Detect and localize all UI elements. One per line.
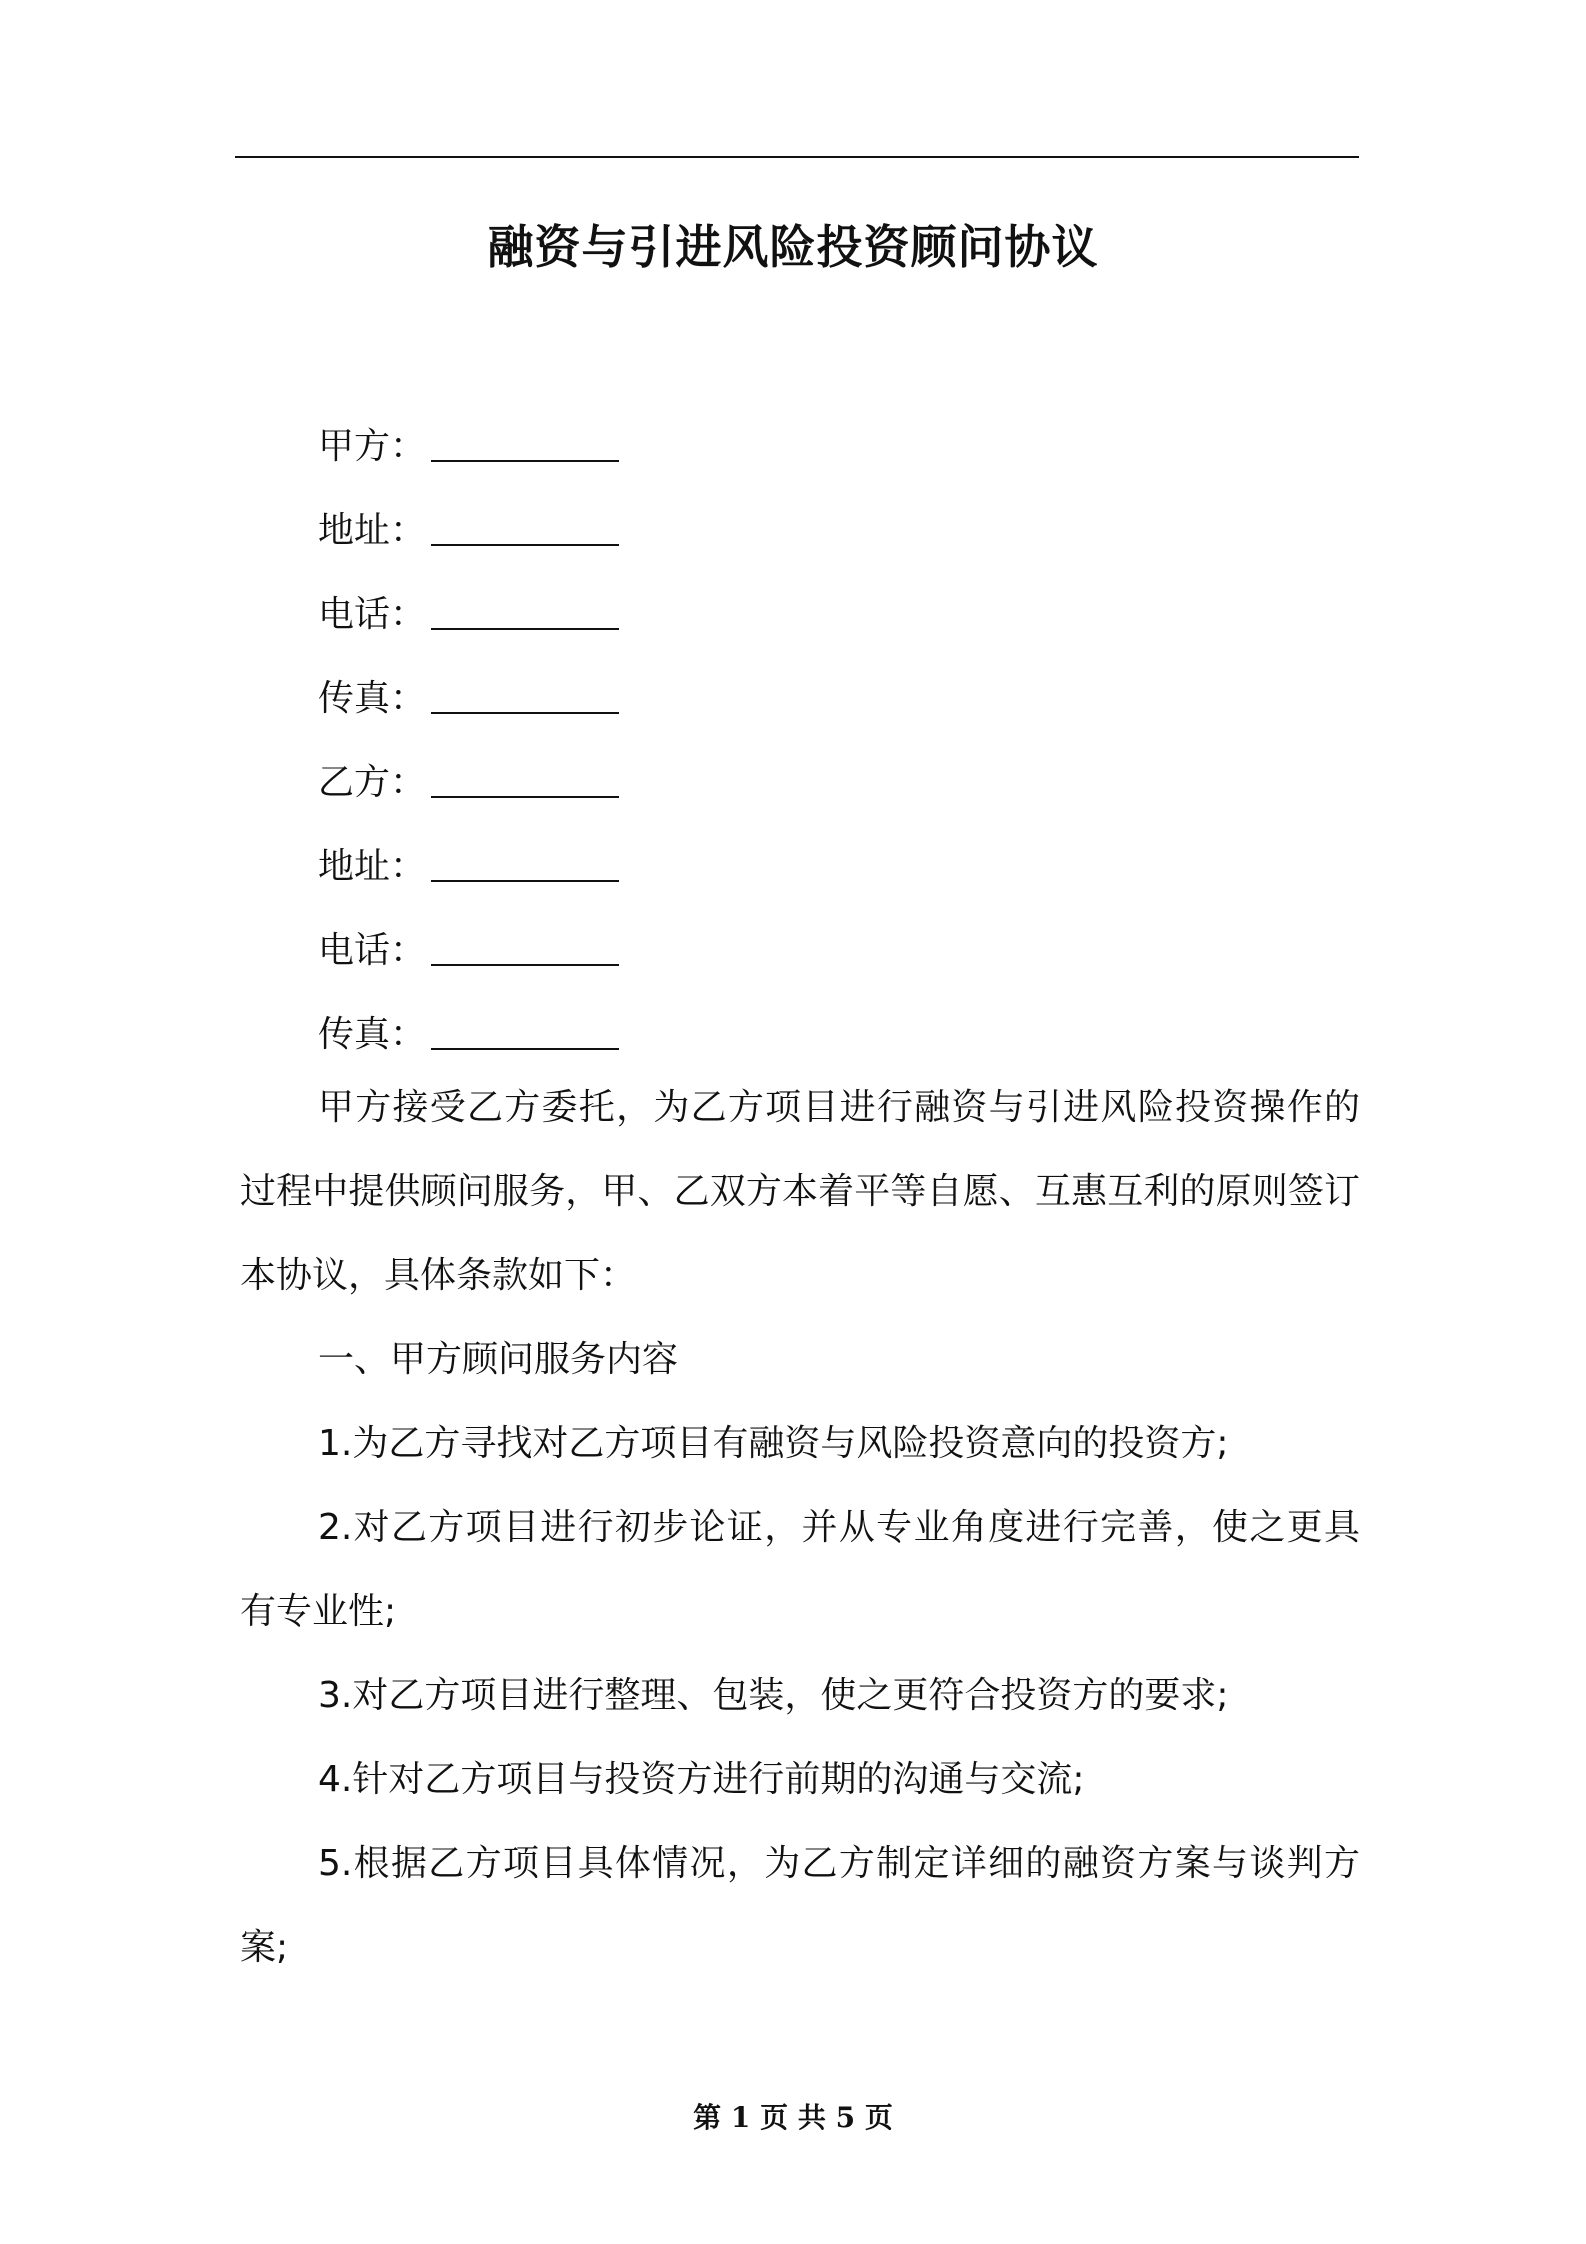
- clause-item: 5.根据乙方项目具体情况，为乙方制定详细的融资方案与谈判方案;: [240, 1843, 1360, 1968]
- field-label: 传真：: [318, 1014, 427, 1055]
- field-party-b-phone: [318, 909, 619, 993]
- field-party-a: [318, 405, 619, 489]
- agreement-body: [240, 1066, 1360, 1990]
- blank-line: [431, 508, 619, 546]
- field-party-a-phone: [318, 573, 619, 657]
- field-label: 地址：: [318, 846, 427, 887]
- field-label: 传真：: [318, 678, 427, 719]
- page-number: 第 1 页 共 5 页: [693, 2101, 893, 2134]
- field-label: 地址：: [318, 510, 427, 551]
- clause-item: 4.针对乙方项目与投资方进行前期的沟通与交流;: [318, 1759, 1085, 1800]
- field-party-a-address: [318, 489, 619, 573]
- blank-line: [431, 844, 619, 882]
- blank-line: [431, 1012, 619, 1050]
- document-title: 融资与引进风险投资顾问协议: [487, 220, 1099, 274]
- field-label: 甲方：: [318, 426, 427, 467]
- party-info-fields: [318, 405, 619, 1077]
- header-rule: [235, 156, 1359, 158]
- field-party-b: [318, 741, 619, 825]
- section-heading: 一、甲方顾问服务内容: [318, 1339, 679, 1380]
- clause-item: 1.为乙方寻找对乙方项目有融资与风险投资意向的投资方;: [318, 1423, 1229, 1464]
- clause-item: 2.对乙方项目进行初步论证，并从专业角度进行完善，使之更具有专业性;: [240, 1507, 1360, 1632]
- field-label: 电话：: [318, 594, 427, 635]
- field-party-b-fax: [318, 993, 619, 1077]
- blank-line: [431, 760, 619, 798]
- blank-line: [431, 928, 619, 966]
- blank-line: [431, 676, 619, 714]
- blank-line: [431, 592, 619, 630]
- field-label: 乙方：: [318, 762, 427, 803]
- field-party-a-fax: [318, 657, 619, 741]
- field-label: 电话：: [318, 930, 427, 971]
- intro-paragraph: 甲方接受乙方委托，为乙方项目进行融资与引进风险投资操作的过程中提供顾问服务，甲、乙双方本着平等自愿、互惠互利的原则签订本协议，具体条款如下：: [240, 1087, 1360, 1296]
- blank-line: [431, 424, 619, 462]
- field-party-b-address: [318, 825, 619, 909]
- clause-item: 3.对乙方项目进行整理、包装，使之更符合投资方的要求;: [318, 1675, 1229, 1716]
